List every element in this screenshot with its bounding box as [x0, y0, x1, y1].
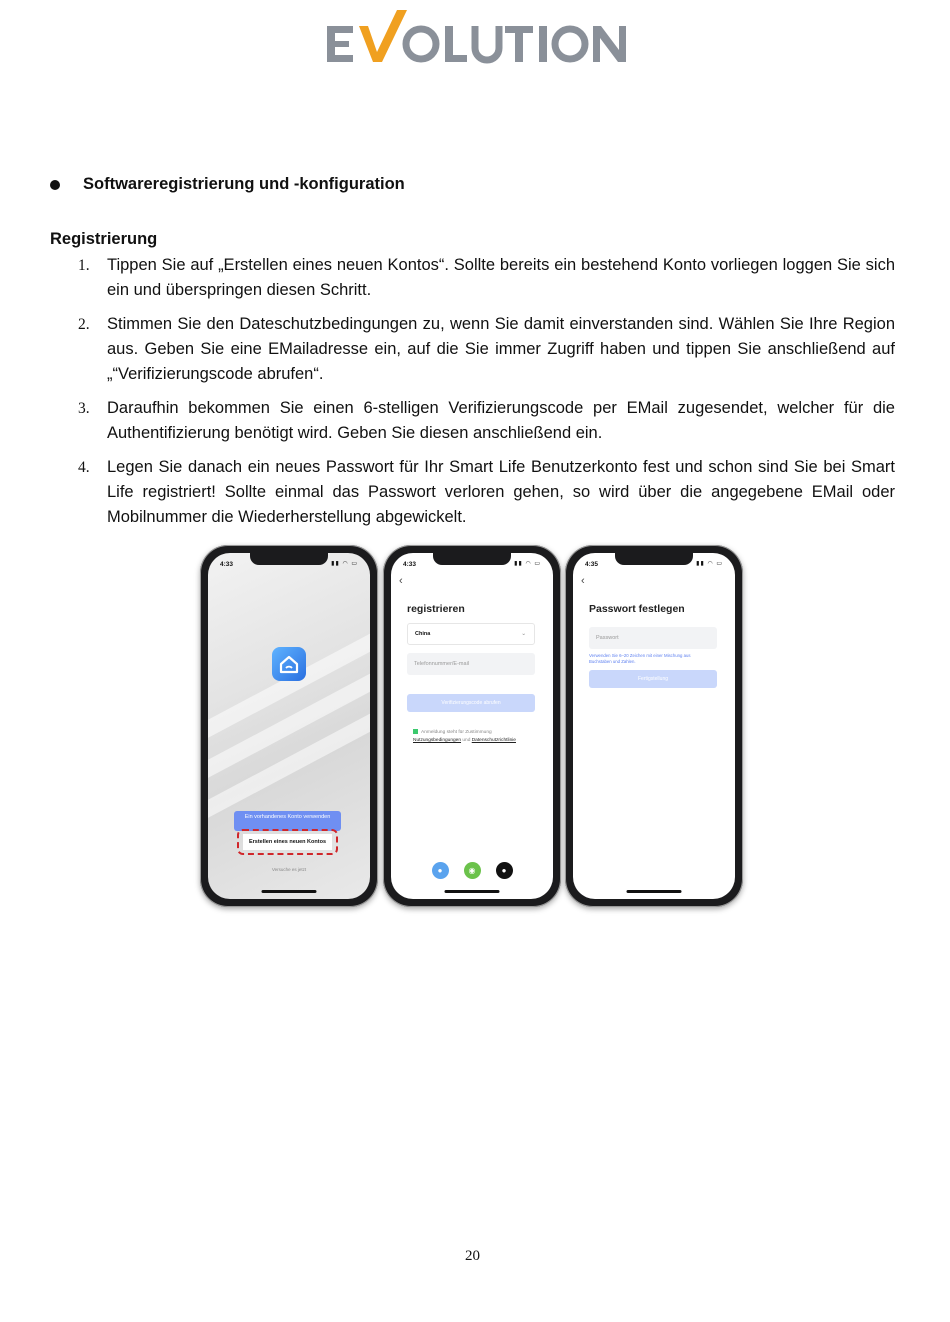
terms-link[interactable]: Nutzungsbedingungen: [413, 738, 462, 743]
consent-label: Anmeldung steht für Zustimmung: [421, 730, 492, 735]
phone-screenshots: [200, 545, 745, 910]
list-item: [50, 253, 895, 303]
create-account-button[interactable]: Erstellen eines neuen Kontos: [243, 834, 332, 850]
phone-notch: [615, 553, 693, 565]
home-indicator: [627, 890, 682, 893]
bullet-icon: [50, 180, 60, 190]
home-indicator: [262, 890, 317, 893]
status-icons: ▮▮ ◠ ▭: [514, 561, 541, 567]
status-time: 4:33: [220, 561, 234, 568]
step-text: Stimmen Sie den Dateschutzbedingungen zu, wenn Sie damit einverstanden sind. Wählen Sie Ihre Region aus. Geben Sie eine EMailadresse ein, auf die Sie immer Zugriff haben und tippen Sie anschließend auf „“Verifizierungscode abrufen“.: [107, 315, 895, 383]
phone-notch: [250, 553, 328, 565]
phone-start-screen: [200, 545, 378, 907]
evolution-logo-graphic: [325, 8, 627, 64]
steps-list: [50, 253, 895, 539]
home-indicator: [445, 890, 500, 893]
home-icon: [278, 653, 300, 675]
step-number: 1.: [78, 257, 90, 274]
back-icon[interactable]: ‹: [399, 575, 403, 587]
chevron-down-icon: ⌄: [521, 631, 526, 637]
list-item: [50, 312, 895, 387]
section-heading: [50, 175, 405, 194]
consent-text: [413, 729, 516, 745]
register-title: registrieren: [407, 603, 465, 615]
apple-login-icon[interactable]: ●: [496, 862, 513, 879]
create-account-highlight: [237, 829, 338, 855]
status-time: 4:35: [585, 561, 599, 568]
step-text: Tippen Sie auf „Erstellen eines neuen Kontos“. Sollte bereits ein bestehend Konto vorliegen loggen Sie sich ein und überspringen diesen Schritt.: [107, 256, 895, 299]
list-item: [50, 455, 895, 530]
set-password-title: Passwort festlegen: [589, 603, 685, 615]
step-number: 3.: [78, 400, 90, 417]
phone-email-input[interactable]: Telefonnummer/E-mail: [407, 653, 535, 675]
sub-heading: Registrierung: [50, 230, 158, 248]
consent-checkbox[interactable]: [413, 729, 418, 734]
section-heading-text: Softwareregistrierung und -konfiguration: [83, 175, 405, 193]
phone-screen: [573, 553, 735, 899]
page-number: 20: [465, 1248, 480, 1264]
privacy-link[interactable]: Datenschutzrichtlinie: [471, 738, 516, 743]
step-number: 2.: [78, 316, 90, 333]
step-number: 4.: [78, 459, 90, 476]
list-item: [50, 396, 895, 446]
back-icon[interactable]: ‹: [581, 575, 585, 587]
status-time: 4:33: [403, 561, 417, 568]
social-login: [391, 862, 553, 879]
try-now-text[interactable]: Versuche es jetzt: [271, 867, 307, 872]
country-select[interactable]: [407, 623, 535, 645]
step-text: Legen Sie danach ein neues Passwort für Ihr Smart Life Benutzerkonto fest und schon sind Sie bei Smart Life registriert! Sollte einmal das Passwort verloren gehen, so wird über die angegebene EMail oder Mobilnummer die Wiederherstellung abgewickelt.: [107, 458, 895, 526]
phone-set-password-screen: [565, 545, 743, 907]
country-value: China: [415, 631, 431, 637]
status-icons: ▮▮ ◠ ▭: [331, 561, 358, 567]
and-text: und: [462, 738, 471, 743]
password-hint: Verwenden Sie 6–20 Zeichen mit einer Mischung aus Buchstaben und Zahlen.: [589, 653, 691, 664]
wechat-login-icon[interactable]: ◉: [464, 862, 481, 879]
smart-life-app-icon: [272, 647, 306, 681]
phone-notch: [433, 553, 511, 565]
qq-login-icon[interactable]: ●: [432, 862, 449, 879]
phone-register-screen: [383, 545, 561, 907]
password-input[interactable]: Passwort: [589, 627, 717, 649]
phone-screen: [208, 553, 370, 899]
step-text: Daraufhin bekommen Sie einen 6-stelligen Verifizierungscode per EMail zugesendet, welcher für die Authentifizierung benötigt wird. Geben Sie diesen anschließend ein.: [107, 399, 895, 442]
finish-button[interactable]: Fertigstellung: [589, 670, 717, 688]
get-verification-code-button[interactable]: Verifizierungscode abrufen: [407, 694, 535, 712]
use-existing-account-button[interactable]: Ein vorhandenes Konto verwenden: [234, 811, 341, 831]
phone-screen: [391, 553, 553, 899]
status-icons: ▮▮ ◠ ▭: [696, 561, 723, 567]
evolution-logo: [325, 8, 627, 64]
